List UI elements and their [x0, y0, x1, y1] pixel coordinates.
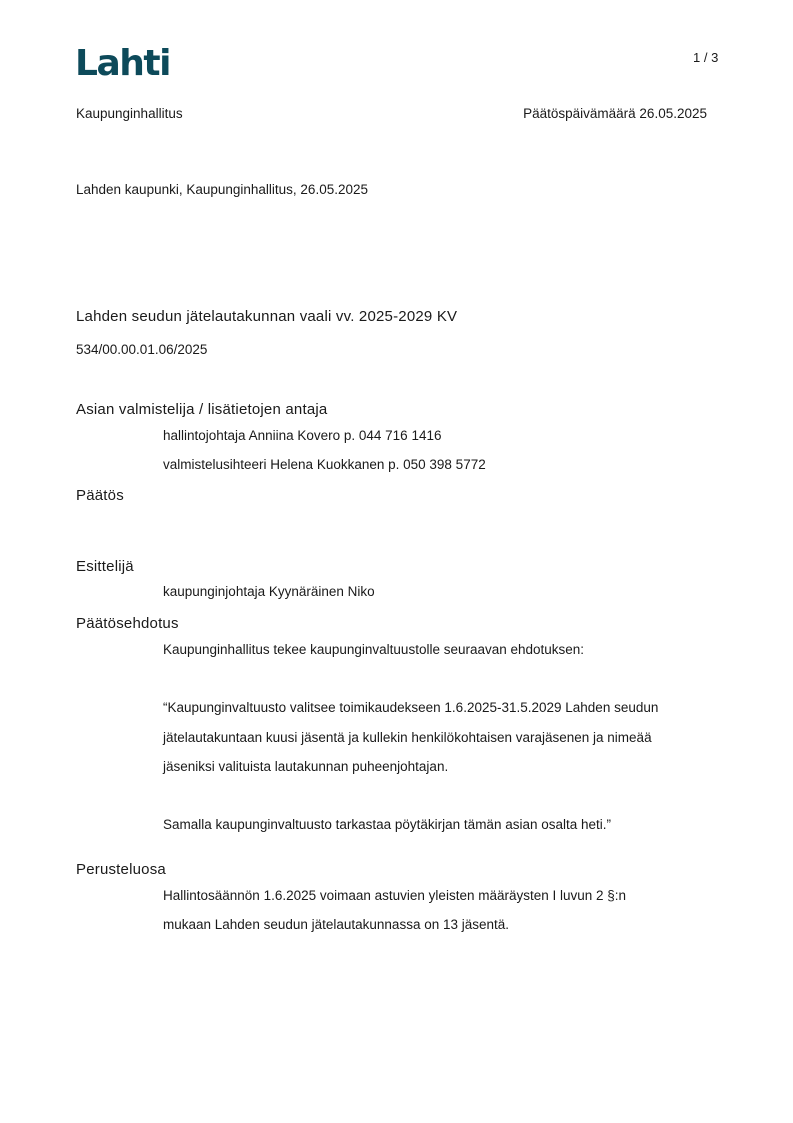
presenter-heading: Esittelijä: [76, 558, 134, 575]
preparer-heading: Asian valmistelija / lisätietojen antaja: [76, 401, 328, 418]
decision-date: Päätöspäivämäärä 26.05.2025: [523, 106, 707, 121]
grounds-line: mukaan Lahden seudun jätelautakunnassa on 13 jäsentä.: [163, 917, 510, 932]
matter-title: Lahden seudun jätelautakunnan vaali vv. 2025-2029 KV: [76, 308, 458, 325]
proposal-line: jätelautakuntaan kuusi jäsentä ja kullekin henkilökohtaisen varajäsenen ja nimeää: [163, 730, 652, 745]
record-id: 534/00.00.01.06/2025: [76, 342, 208, 357]
decision-body: Kaupunginhallitus: [76, 106, 183, 121]
grounds-line: Hallintosäännön 1.6.2025 voimaan astuvien yleisten määräysten I luvun 2 §:n: [163, 888, 627, 903]
presenter-name: kaupunginjohtaja Kyynäräinen Niko: [163, 584, 375, 599]
page-number: 1 / 3: [693, 50, 719, 65]
proposal-heading: Päätösehdotus: [76, 615, 179, 632]
preparer-line: valmistelusihteeri Helena Kuokkanen p. 050 398 5772: [163, 457, 486, 472]
preparer-line: hallintojohtaja Anniina Kovero p. 044 716 1416: [163, 428, 442, 443]
proposal-line: jäseniksi valituista lautakunnan puheenjohtajan.: [163, 759, 449, 774]
proposal-intro: Kaupunginhallitus tekee kaupunginvaltuustolle seuraavan ehdotuksen:: [163, 642, 585, 657]
meeting-line: Lahden kaupunki, Kaupunginhallitus, 26.05.2025: [76, 182, 368, 197]
lahti-logo: Lahti: [75, 43, 170, 84]
proposal-line: “Kaupunginvaltuusto valitsee toimikaudekseen 1.6.2025-31.5.2029 Lahden seudun: [163, 700, 659, 715]
proposal-line: Samalla kaupunginvaltuusto tarkastaa pöytäkirjan tämän asian osalta heti.”: [163, 817, 612, 832]
grounds-heading: Perusteluosa: [76, 861, 166, 878]
decision-heading: Päätös: [76, 487, 124, 504]
